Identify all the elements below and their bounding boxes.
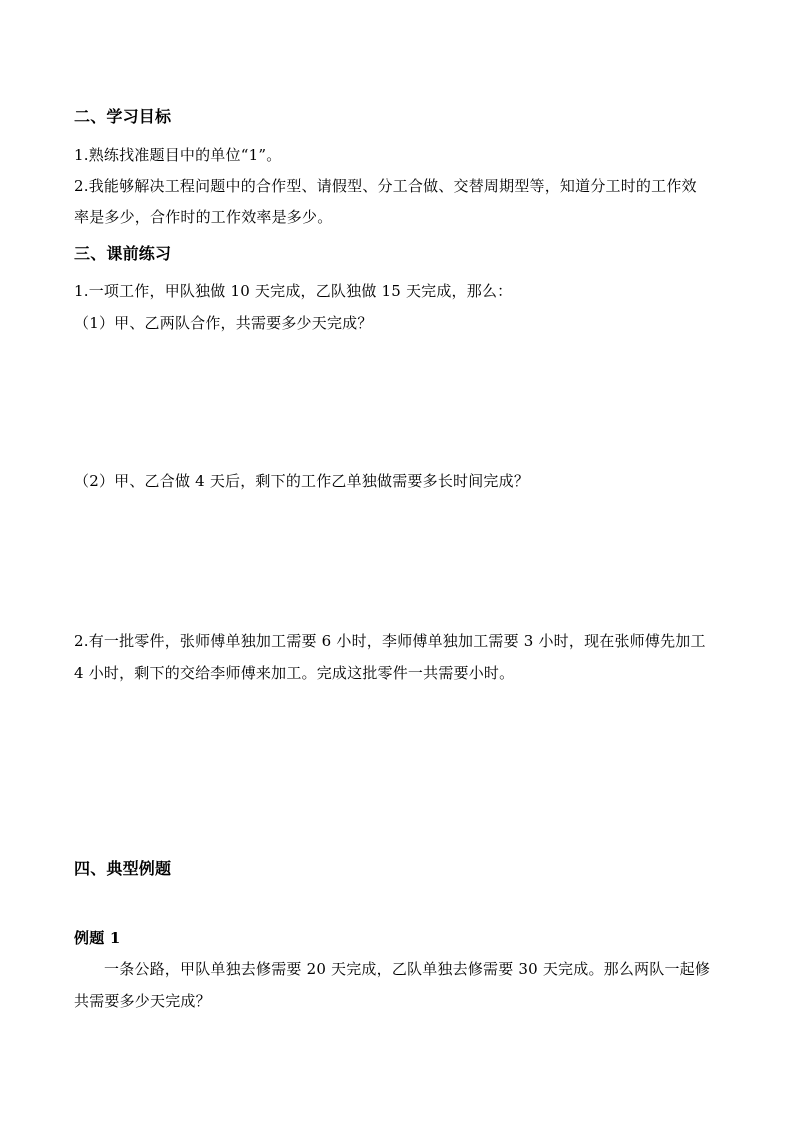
example-1-line-1: 一条公路，甲队单独去修需要 20 天完成，乙队单独去修需要 30 天完成。那么两队一起修 (104, 960, 711, 978)
example-1-title: 例题 1 (74, 929, 121, 947)
goal-2-line-1: 2.我能够解决工程问题中的合作型、请假型、分工合做、交替周期型等，知道分工时的工作效 (74, 177, 697, 195)
question-2-line-2: 4 小时，剩下的交给李师傅来加工。完成这批零件一共需要小时。 (74, 664, 515, 682)
section-heading-pre-class-practice: 三、课前练习 (74, 244, 172, 263)
goal-2-line-2: 率是多少，合作时的工作效率是多少。 (74, 208, 333, 226)
question-1-part-2: （2）甲、乙合做 4 天后，剩下的工作乙单独做需要多长时间完成？ (74, 472, 530, 490)
goal-1: 1.熟练找准题目中的单位“1”。 (74, 146, 282, 164)
section-heading-learning-goals: 二、学习目标 (74, 107, 172, 126)
example-1-line-2: 共需要多少天完成？ (74, 992, 211, 1010)
question-1-part-1: （1）甲、乙两队合作，共需要多少天完成？ (74, 314, 373, 332)
question-1: 1.一项工作，甲队独做 10 天完成，乙队独做 15 天完成，那么： (74, 282, 513, 300)
question-2-line-1: 2.有一批零件，张师傅单独加工需要 6 小时，李师傅单独加工需要 3 小时，现在张师傅先加工 (74, 632, 706, 650)
section-heading-typical-examples: 四、典型例题 (74, 859, 172, 878)
